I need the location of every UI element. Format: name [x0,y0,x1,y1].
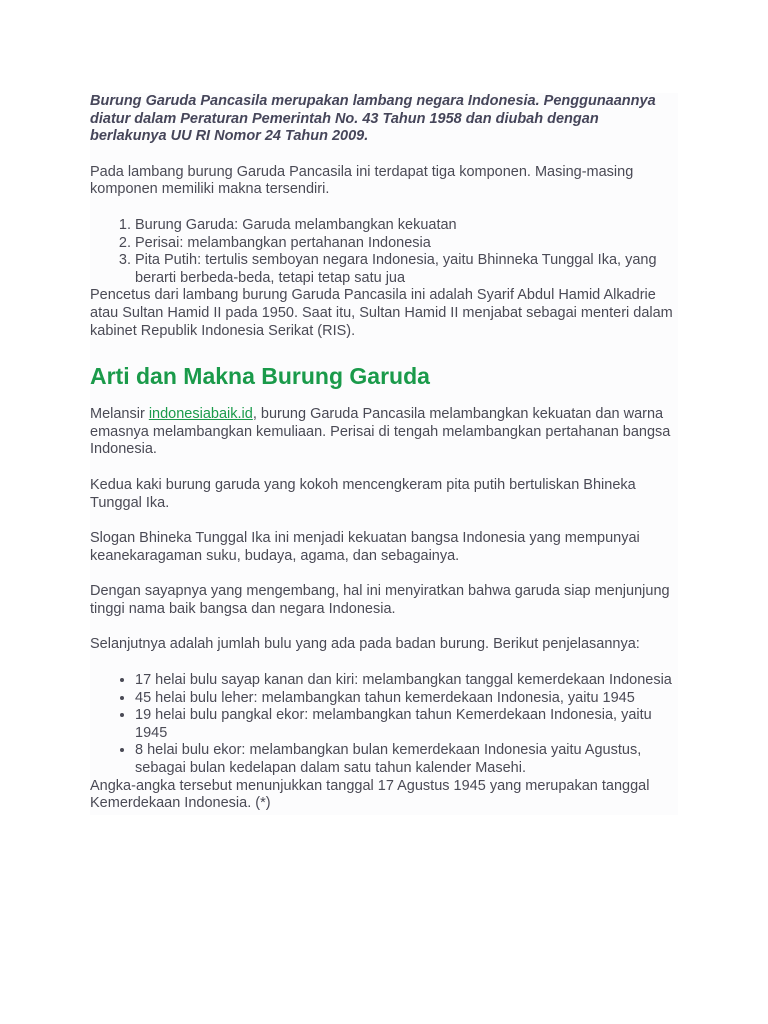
components-list [90,217,678,287]
list-item: 2. Perisai: melambangkan pertahanan Indonesia [135,235,678,253]
feathers-intro-paragraph: Selanjutnya adalah jumlah bulu yang ada pada badan burung. Berikut penjelasannya: [90,636,640,653]
feathers-list [90,672,678,778]
meaning-paragraph [90,406,678,459]
list-item: • 45 helai bulu leher: melambangkan tahun kemerdekaan Indonesia, yaitu 1945 [135,690,678,708]
legs-paragraph: Kedua kaki burung garuda yang kokoh mencengkeram pita putih bertuliskan Bhineka Tunggal Ika. [90,476,636,511]
list-item: • 19 helai bulu pangkal ekor: melambangkan tahun Kemerdekaan Indonesia, yaitu 1945 [135,707,678,742]
article-body [90,93,678,815]
wings-paragraph: Dengan sayapnya yang mengembang, hal ini menyiratkan bahwa garuda siap menjunjung tinggi nama baik bangsa dan negara Indonesia. [90,583,670,617]
paragraph-text: Melansir [90,406,149,423]
paragraph-text: , burung Garuda Pancasila melambangkan kekuatan dan warna emasnya melambangkan kemuliaan. Perisai di tengah melambangkan pertahanan bangsa Indonesia. [90,406,671,458]
creator-paragraph: Pencetus dari lambang burung Garuda Pancasila ini adalah Syarif Abdul Hamid Alkadrie atau Sultan Hamid II pada 1950. Saat itu, Sultan Hamid II menjabat sebagai menteri dalam kabinet Republik Indonesia Serikat (RIS). [90,287,673,339]
intro-paragraph: Burung Garuda Pancasila merupakan lambang negara Indonesia. Penggunaannya diatur dalam Peraturan Pemerintah No. 43 Tahun 1958 dan diubah dengan berlakunya UU RI Nomor 24 Tahun 2009. [90,93,656,145]
list-item: 1. Burung Garuda: Garuda melambangkan kekuatan [135,217,678,235]
closing-paragraph: Angka-angka tersebut menunjukkan tanggal 17 Agustus 1945 yang merupakan tanggal Kemerdekaan Indonesia. (*) [90,777,650,812]
list-item: 3. Pita Putih: tertulis semboyan negara Indonesia, yaitu Bhinneka Tunggal Ika, yang berarti berbeda-beda, tetapi tetap satu jua [135,252,678,287]
source-link[interactable]: indonesiabaik.id [148,406,253,423]
list-item: • 17 helai bulu sayap kanan dan kiri: melambangkan tanggal kemerdekaan Indonesia [135,672,678,690]
slogan-paragraph: Slogan Bhineka Tunggal Ika ini menjadi kekuatan bangsa Indonesia yang mempunyai keanekaragaman suku, budaya, agama, dan sebagainya. [90,530,640,564]
section-heading: Arti dan Makna Burung Garuda [90,363,430,390]
list-item: • 8 helai bulu ekor: melambangkan bulan kemerdekaan Indonesia yaitu Agustus, sebagai bulan kedelapan dalam satu tahun kalender Masehi. [135,742,678,777]
components-intro-paragraph: Pada lambang burung Garuda Pancasila ini terdapat tiga komponen. Masing-masing komponen memiliki makna tersendiri. [90,163,634,198]
